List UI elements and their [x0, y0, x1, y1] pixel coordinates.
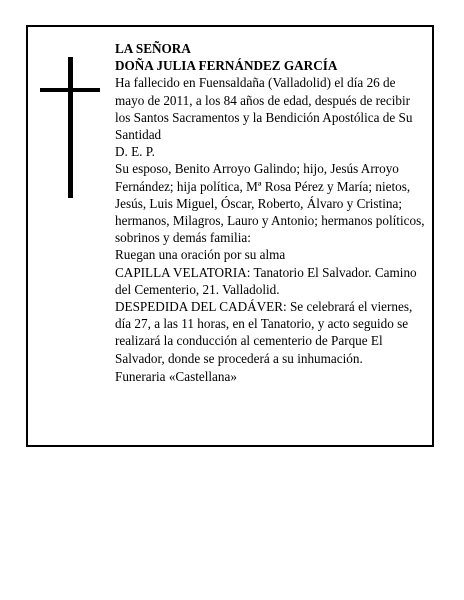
farewell-info: DESPEDIDA DEL CADÁVER: Se celebrará el viernes, día 27, a las 11 horas, en el Tanatorio, y acto seguido se realizará la conducción al cementerio de Parque El Salvador, donde se procederá a su inhumación. — [115, 299, 413, 366]
funeral-home: Funeraria «Castellana» — [115, 368, 237, 384]
death-statement: Ha fallecido en Fuensaldaña (Valladolid) el día 26 de mayo de 2011, a los 84 años de edad, después de recibir los Santos Sacramentos y la Bendición Apostólica de Su Santidad — [115, 75, 413, 143]
family-members: Su esposo, Benito Arroyo Galindo; hijo, Jesús Arroyo Fernández; hija política, Mª Rosa Pérez y María; nietos, Jesús, Luis Miguel, Óscar, Roberto, Álvaro y Cristina; hermanos, Milagros, Lauro y Antonio; hermanos políticos, sobrinos y demás familia: — [115, 161, 425, 246]
notice-body — [115, 40, 427, 385]
chapel-info: CAPILLA VELATORIA: Tanatorio El Salvador. Camino del Cementerio, 21. Valladolid. — [115, 264, 417, 297]
obituary-notice — [26, 25, 434, 447]
deceased-name: DOÑA JULIA FERNÁNDEZ GARCÍA — [115, 58, 338, 74]
rest-in-peace: D. E. P. — [115, 144, 155, 160]
prayer-request: Ruegan una oración por su alma — [115, 247, 286, 263]
cross-horizontal-bar — [40, 88, 100, 92]
notice-title: LA SEÑORA — [115, 41, 191, 56]
cross-vertical-bar — [68, 57, 73, 198]
